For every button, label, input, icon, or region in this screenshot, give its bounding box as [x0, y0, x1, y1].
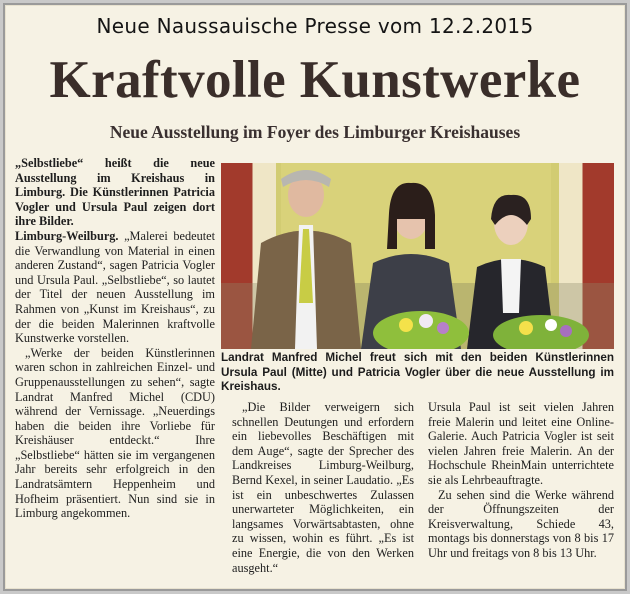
flower: [399, 318, 413, 332]
article-column-3: [428, 400, 614, 561]
flower: [519, 321, 533, 335]
paragraph-1-text: „Malerei bedeutet die Verwandlung von Material in einen anderen Zustand“, sagen Patricia Vogler und Ursula Paul. „Selbstliebe“, so lautet der Titel der neuen Ausstellung im Rahmen von „Kunst im Kreishaus“, zu der die beiden Malerinnen kraftvolle Kunstwerke vorstellen.: [15, 228, 216, 346]
paragraph-1: [15, 229, 215, 346]
article-column-2: [232, 400, 414, 575]
flower: [437, 322, 449, 334]
flower: [419, 314, 433, 328]
paragraph-2: „Werke der beiden Künstlerinnen waren schon in zahlreichen Einzel- und Gruppenausstellungen zu sehen“, sagte Landrat Manfred Michel (CDU) während der Vernissage. „Neuerdings haben die beiden ihre Vorliebe für Kreishäuser entdeckt.“ Ihre „Selbstliebe“ hätten sie im vergangenen Jahr bereits sehr erfolgreich in den Landratsämtern Heppenheim und Hofheim präsentiert. Nun sind sie in Limburg angekommen.: [15, 345, 215, 521]
lead-paragraph: „Selbstliebe“ heißt die neue Ausstellung im Kreishaus in Limburg. Die Künstlerinnen Patricia Vogler und Ursula Paul zeigen dort ihre Bilder.: [15, 156, 215, 229]
headline: Kraftvolle Kunstwerke: [49, 51, 581, 109]
source-line: Neue Naussauische Presse vom 12.2.2015: [96, 14, 534, 38]
column-3-paragraph-2: Zu sehen sind die Werke während der Öffnungszeiten der Kreisverwaltung, Schiede 43, montags bis donnerstags von 8 bis 17 Uhr und freitags von 8 bis 13 Uhr.: [428, 487, 614, 560]
photo-illustration: [221, 163, 614, 349]
column-2-paragraph: „Die Bilder verweigern sich schnellen Deutungen und erfordern ein liebevolles Beschäftigen mit dem Auge“, sagte der Sprecher des Landkreises Limburg-Weilburg, Bernd Kexel, in seiner Laudatio. „Es ist ein unbeschwertes Zulassen unerwarteter Möglichkeiten, ein langsames Vorwärtsabtasten, ohne zu wissen, wohin es führt. „Es ist eine Energie, die von den Werken ausgeht.“: [232, 400, 414, 575]
dateline: Limburg-Weilburg.: [15, 228, 119, 243]
article-column-1: [15, 156, 215, 521]
woman-right-blouse: [501, 259, 521, 313]
column-3-paragraph-1: Ursula Paul ist seit vielen Jahren freie Malerin und leitet eine Online-Galerie. Auch Patricia Vogler ist seit vielen Jahren freie Malerin. An der Hochschule RheinMain unterrichtete sie als Lehrbeauftragte.: [428, 400, 614, 487]
event-photo: [221, 163, 614, 349]
flower: [545, 319, 557, 331]
flower: [560, 325, 572, 337]
subheadline: Neue Ausstellung im Foyer des Limburger Kreishauses: [109, 122, 521, 142]
photo-caption: Landrat Manfred Michel freut sich mit den beiden Künstlerinnen Ursula Paul (Mitte) und Patricia Vogler über die neue Ausstellung im Kreishaus.: [221, 351, 614, 394]
